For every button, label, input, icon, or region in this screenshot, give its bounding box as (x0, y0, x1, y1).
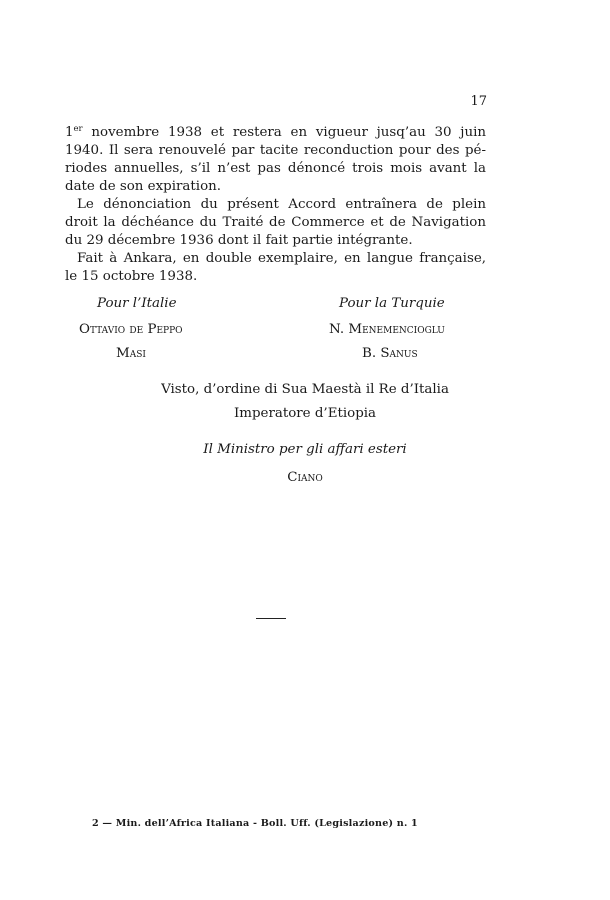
paragraph-line: droit la déchéance du Traité de Commerce et de Navigation (65, 215, 486, 230)
signature-heading-turkey: Pour la Turquie (339, 296, 445, 311)
paragraph-line (65, 124, 486, 142)
paragraph-line: Fait à Ankara, en double exemplaire, en langue française, (77, 251, 486, 266)
page-number: 17 (470, 94, 487, 109)
minister-name: Ciano (287, 470, 323, 485)
paragraph-line: du 29 décembre 1936 dont il fait partie intégrante. (65, 233, 413, 248)
paragraph-done-at (65, 250, 486, 286)
paragraph-line: Le dénonciation du présent Accord entraînera de plein (77, 197, 486, 212)
visto-line: Visto, d’ordine di Sua Maestà il Re d’Italia (161, 382, 449, 397)
line-rest: novembre 1938 et restera en vigueur jusq’au 30 juin (82, 125, 486, 140)
paragraph-line: 1940. Il sera renouvelé par tacite reconduction pour des pé- (65, 143, 486, 158)
signatory-name-italy: Masi (116, 346, 146, 361)
paragraph-denunciation (65, 196, 486, 250)
signatory-name-italy: Ottavio de Peppo (79, 322, 183, 337)
paragraph-line: riodes annuelles, s’il n’est pas dénoncé trois mois avant la (65, 161, 486, 176)
visto-line: Imperatore d’Etiopia (233, 406, 377, 421)
page-footer: 2 — Min. dell’Africa Italiana - Boll. Uff. (Legislazione) n. 1 (92, 818, 418, 829)
ordinal-suffix: er (73, 124, 83, 134)
signatory-name-turkey: N. Menemencioglu (329, 322, 445, 337)
paragraph-line: le 15 octobre 1938. (65, 269, 198, 284)
paragraph-line: date de son expiration. (65, 179, 222, 194)
paragraph-validity (65, 124, 486, 196)
ordinal-number: 1 (65, 125, 74, 140)
signatory-name-turkey: B. Sanus (362, 346, 418, 361)
minister-title: Il Ministro per gli affari esteri (203, 442, 407, 457)
section-divider (256, 618, 286, 619)
signature-heading-italy: Pour l’Italie (97, 296, 177, 311)
